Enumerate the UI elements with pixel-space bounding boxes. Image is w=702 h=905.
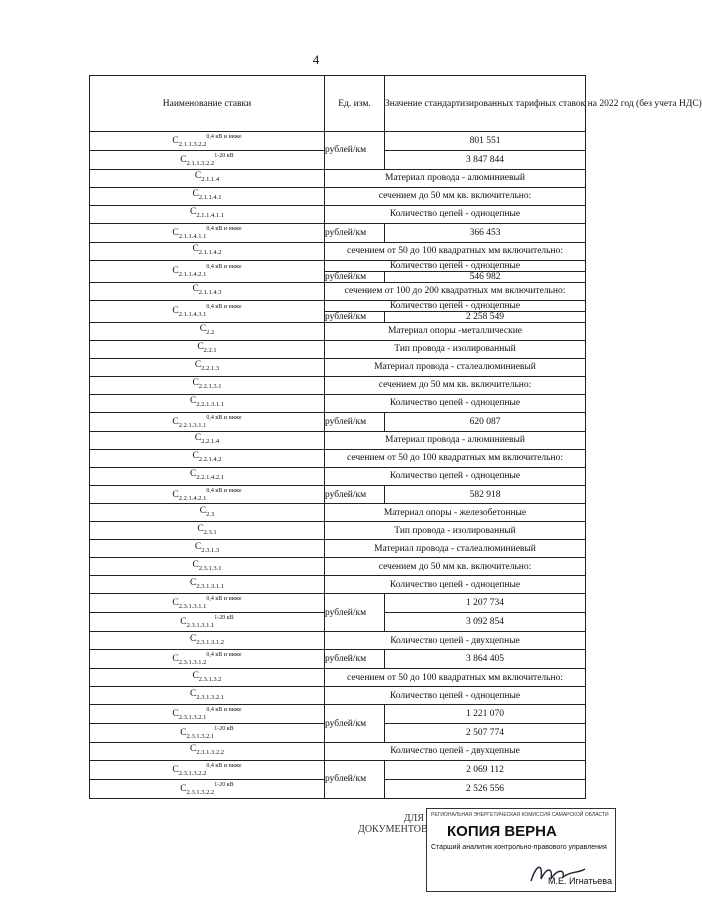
value-cell: 2 507 774 [385, 724, 586, 743]
table-row [90, 760, 586, 779]
category-description: Материал опоры -металлические [325, 322, 586, 340]
table-row [90, 742, 586, 760]
rate-name-cell [90, 376, 325, 394]
table-row [90, 431, 586, 449]
header-unit: Ед. изм. [325, 76, 385, 132]
value-cell: 620 087 [385, 412, 586, 431]
table-row [90, 169, 586, 187]
rate-letter: C [190, 688, 197, 699]
value-cell: 3 864 405 [385, 650, 586, 669]
rate-name-cell [90, 132, 325, 151]
rate-letter: C [197, 524, 204, 534]
stamp-side-text: ДЛЯ ДОКУМЕНТОВ [358, 813, 428, 835]
rate-code: 2.3.1.3 [201, 546, 220, 554]
rate-code: 2.2 [206, 329, 215, 337]
voltage-class: 1-20 кВ [214, 615, 234, 622]
rate-code: 2.2.1.3.1.1 [178, 421, 207, 429]
rate-name-cell [90, 779, 325, 798]
category-description: сечением от 50 до 100 квадратных мм включительно: [325, 449, 586, 467]
table-row [90, 576, 586, 594]
rate-letter: C [190, 578, 197, 588]
voltage-class: 1-20 кВ [214, 152, 234, 159]
rate-name-cell [90, 760, 325, 779]
rate-letter: C [192, 284, 199, 295]
value-cell: 801 551 [385, 132, 586, 151]
rate-letter: C [190, 207, 197, 218]
table-row [90, 300, 586, 311]
unit-cell: рублей/км [325, 132, 385, 170]
rate-name-cell [90, 687, 325, 705]
rate-code: 2.2.1.4.2.1 [196, 474, 224, 481]
rate-name-cell [90, 594, 325, 613]
rate-code: 2.3.1.3.2 [198, 675, 222, 683]
rate-letter: C [172, 416, 179, 427]
rate-code: 2.2.1.3.1.1 [196, 401, 224, 409]
stamp-box [426, 808, 616, 892]
category-description: Количество цепей - двухцепные [325, 632, 586, 650]
rate-name-cell [90, 558, 325, 576]
category-description: Количество цепей - одноцепные [325, 205, 586, 223]
category-description: Тип провода - изолированный [325, 340, 586, 358]
table-row [90, 223, 586, 242]
rate-name-cell [90, 540, 325, 558]
rate-code: 2.1.1.4.1.1 [178, 232, 207, 240]
rate-letter: C [190, 633, 197, 644]
table-row [90, 540, 586, 558]
header-value: Значение стандартизированных тарифных ставок на 2022 год (без учета НДС) [385, 76, 586, 132]
rate-letter: C [192, 189, 199, 200]
table-row [90, 594, 586, 613]
value-cell: 2 526 556 [385, 779, 586, 798]
stamp-signer: М.Е. Игнатьева [547, 876, 612, 886]
table-row [90, 205, 586, 223]
rate-letter: C [192, 670, 199, 681]
rate-code: 2.1.1.4.1 [198, 194, 222, 202]
unit-cell: рублей/км [325, 705, 385, 743]
page-number: 4 [312, 52, 320, 67]
rate-letter: C [180, 783, 187, 794]
voltage-class: 0,4 кВ и ниже [206, 762, 242, 769]
rate-letter: C [192, 560, 199, 570]
stamp-position: Старший аналитик контрольно-правового управления [431, 844, 607, 851]
rate-code: 2.2.1.4 [201, 438, 220, 445]
rate-letter: C [192, 378, 199, 389]
rate-name-cell [90, 724, 325, 743]
stamp-org-line: РЕГИОНАЛЬНАЯ ЭНЕРГЕТИЧЕСКАЯ КОМИССИЯ САМАРСКОЙ ОБЛАСТИ [431, 812, 609, 818]
rate-code: 2.2.1 [203, 347, 217, 355]
category-description: Количество цепей - одноцепные [325, 260, 586, 271]
category-description: сечением до 50 мм кв. включительно: [325, 376, 586, 394]
category-description: сечением от 100 до 200 квадратных мм включительно: [325, 282, 586, 300]
table-row [90, 449, 586, 467]
voltage-class: 0,4 кВ и ниже [206, 652, 242, 659]
table-row [90, 558, 586, 576]
voltage-class: 0,4 кВ и ниже [206, 225, 242, 232]
rate-letter: C [180, 154, 187, 165]
rate-letter: C [192, 244, 199, 255]
rate-name-cell [90, 613, 325, 632]
category-description: сечением от 50 до 100 квадратных мм включительно: [325, 669, 586, 687]
category-description: Количество цепей - одноцепные [325, 576, 586, 594]
unit-cell: рублей/км [325, 485, 385, 504]
rate-letter: C [172, 306, 179, 317]
rate-code: 2.3.1.3.1 [198, 564, 222, 572]
rate-name-cell [90, 449, 325, 467]
category-description: сечением до 50 мм кв. включительно: [325, 187, 586, 205]
table-header [90, 76, 586, 132]
rate-code: 2.2.1.3.1 [198, 383, 222, 391]
rate-letter: C [192, 451, 199, 462]
table-row [90, 669, 586, 687]
category-description: Количество цепей - одноцепные [325, 687, 586, 705]
rate-code: 2.3.1.3.2.1 [196, 693, 224, 701]
rate-name-cell [90, 742, 325, 760]
rate-code: 2.3.1.3.2.2 [178, 769, 207, 777]
rate-name-cell [90, 205, 325, 223]
table-row [90, 632, 586, 650]
rate-letter: C [172, 266, 179, 277]
rate-letter: C [194, 542, 202, 552]
voltage-class: 0,4 кВ и ниже [206, 304, 242, 311]
rate-code: 2.1.1.4.2.1 [178, 271, 207, 279]
rate-name-cell [90, 394, 325, 412]
rate-letter: C [172, 227, 179, 238]
rate-letter: C [172, 598, 179, 609]
voltage-class: 0,4 кВ и ниже [206, 134, 242, 140]
category-description: Тип провода - изолированный [325, 522, 586, 540]
rate-name-cell [90, 522, 325, 540]
rate-code: 2.1.1.4 [201, 176, 220, 184]
rate-code: 2.1.1.3.2.2 [186, 159, 215, 167]
rate-letter: C [199, 324, 207, 335]
voltage-class: 0,4 кВ и ниже [206, 707, 242, 714]
table-row [90, 412, 586, 431]
rate-name-cell [90, 340, 325, 358]
rate-letter: C [194, 360, 202, 371]
table-row [90, 522, 586, 540]
rate-letter: C [199, 506, 207, 516]
rate-name-cell [90, 632, 325, 650]
category-description: Количество цепей - одноцепные [325, 467, 586, 485]
rate-code: 2.3.1.3.2.1 [178, 714, 207, 722]
unit-cell: рублей/км [325, 760, 385, 798]
value-cell: 1 207 734 [385, 594, 586, 613]
rate-name-cell [90, 187, 325, 205]
rate-code: 2.3.1 [203, 528, 217, 536]
unit-cell: рублей/км [325, 594, 385, 632]
rate-name-cell [90, 358, 325, 376]
table-row [90, 340, 586, 358]
rate-name-cell [90, 650, 325, 669]
rate-name-cell [90, 282, 325, 300]
rate-code: 2.2.1.3 [201, 365, 220, 373]
table-row [90, 242, 586, 260]
value-cell: 2 258 549 [385, 311, 586, 322]
stamp-title: КОПИЯ ВЕРНА [447, 823, 557, 840]
rate-letter: C [172, 654, 179, 665]
table-row [90, 322, 586, 340]
rate-letter: C [190, 744, 197, 755]
rate-code: 2.1.1.4.2 [198, 249, 222, 257]
table-body [90, 132, 586, 799]
rate-code: 2.1.1.4.1.1 [196, 212, 224, 220]
rate-name-cell [90, 223, 325, 242]
rate-name-cell [90, 169, 325, 187]
unit-cell: рублей/км [325, 311, 385, 322]
rate-code: 2.1.1.3.2.2 [178, 140, 207, 148]
table-row [90, 260, 586, 271]
voltage-class: 0,4 кВ и ниже [206, 487, 242, 494]
unit-cell: рублей/км [325, 412, 385, 431]
voltage-class: 0,4 кВ и ниже [206, 414, 242, 421]
category-description: Материал провода - алюминиевый [325, 169, 586, 187]
rate-letter: C [194, 171, 202, 182]
rate-letter: C [172, 136, 179, 146]
rate-code: 2.3.1.3.2.2 [186, 788, 215, 796]
category-description: сечением от 50 до 100 квадратных мм включительно: [325, 242, 586, 260]
rate-code: 2.2.1.4.2.1 [178, 494, 207, 502]
rate-letter: C [197, 342, 204, 353]
unit-cell: рублей/км [325, 650, 385, 669]
rate-code: 2.3.1.3.1.1 [178, 603, 207, 611]
table-row [90, 282, 586, 300]
rate-code: 2.3.1.3.1.1 [186, 622, 215, 630]
rate-code: 2.3.1.3.2.1 [186, 732, 215, 740]
category-description: Количество цепей - одноцепные [325, 394, 586, 412]
certification-stamp [358, 808, 616, 892]
table-row [90, 467, 586, 485]
table-row [90, 650, 586, 669]
rate-letter: C [190, 469, 197, 480]
category-description: сечением до 50 мм кв. включительно: [325, 558, 586, 576]
rate-name-cell [90, 260, 325, 282]
voltage-class: 1-20 кВ [214, 726, 234, 733]
rate-name-cell [90, 242, 325, 260]
rate-code: 2.2.1.4.2 [198, 456, 222, 463]
voltage-class: 1-20 кВ [214, 781, 234, 788]
rate-name-cell [90, 467, 325, 485]
header-name: Наименование ставки [90, 76, 325, 132]
rate-code: 2.1.1.4.3.1 [178, 311, 207, 319]
value-cell: 1 221 070 [385, 705, 586, 724]
rate-letter: C [180, 728, 187, 739]
category-description: Количество цепей - одноцепные [325, 300, 586, 311]
value-cell: 546 982 [385, 271, 586, 282]
voltage-class: 0,4 кВ и ниже [206, 596, 242, 603]
table-row [90, 376, 586, 394]
value-cell: 3 847 844 [385, 150, 586, 169]
rate-name-cell [90, 504, 325, 522]
rate-code: 2.3 [206, 510, 215, 518]
rate-letter: C [190, 396, 197, 407]
table-row [90, 504, 586, 522]
table-row [90, 187, 586, 205]
rate-name-cell [90, 485, 325, 504]
rate-name-cell [90, 705, 325, 724]
rate-letter: C [172, 764, 179, 775]
rate-letter: C [172, 709, 179, 720]
rate-name-cell [90, 150, 325, 169]
category-description: Материал провода - сталеалюминиевый [325, 540, 586, 558]
value-cell: 3 092 854 [385, 613, 586, 632]
unit-cell: рублей/км [325, 223, 385, 242]
rate-name-cell [90, 431, 325, 449]
category-description: Материал опоры - железобетонные [325, 504, 586, 522]
rate-letter: C [194, 433, 202, 444]
tariff-table [89, 75, 702, 799]
unit-cell: рублей/км [325, 271, 385, 282]
rate-code: 2.1.1.4.3 [198, 289, 222, 297]
rate-name-cell [90, 300, 325, 322]
rate-name-cell [90, 576, 325, 594]
voltage-class: 0,4 кВ и ниже [206, 264, 242, 271]
rate-code: 2.3.1.3.1.2 [196, 638, 224, 646]
value-cell: 2 069 112 [385, 760, 586, 779]
value-cell: 366 453 [385, 223, 586, 242]
table-row [90, 394, 586, 412]
category-description: Материал провода - алюминиевый [325, 431, 586, 449]
rate-code: 2.3.1.3.1.2 [178, 659, 207, 667]
rate-name-cell [90, 669, 325, 687]
rate-name-cell [90, 322, 325, 340]
rate-code: 2.3.1.3.1.1 [196, 582, 224, 590]
table-row [90, 132, 586, 151]
value-cell: 582 918 [385, 485, 586, 504]
category-description: Материал провода - сталеалюминиевый [325, 358, 586, 376]
rate-letter: C [180, 617, 187, 628]
rate-letter: C [172, 489, 179, 500]
table-row [90, 358, 586, 376]
rate-code: 2.3.1.3.2.2 [196, 749, 224, 757]
category-description: Количество цепей - двухцепные [325, 742, 586, 760]
table-row [90, 687, 586, 705]
rate-name-cell [90, 412, 325, 431]
table-row [90, 705, 586, 724]
table-row [90, 485, 586, 504]
